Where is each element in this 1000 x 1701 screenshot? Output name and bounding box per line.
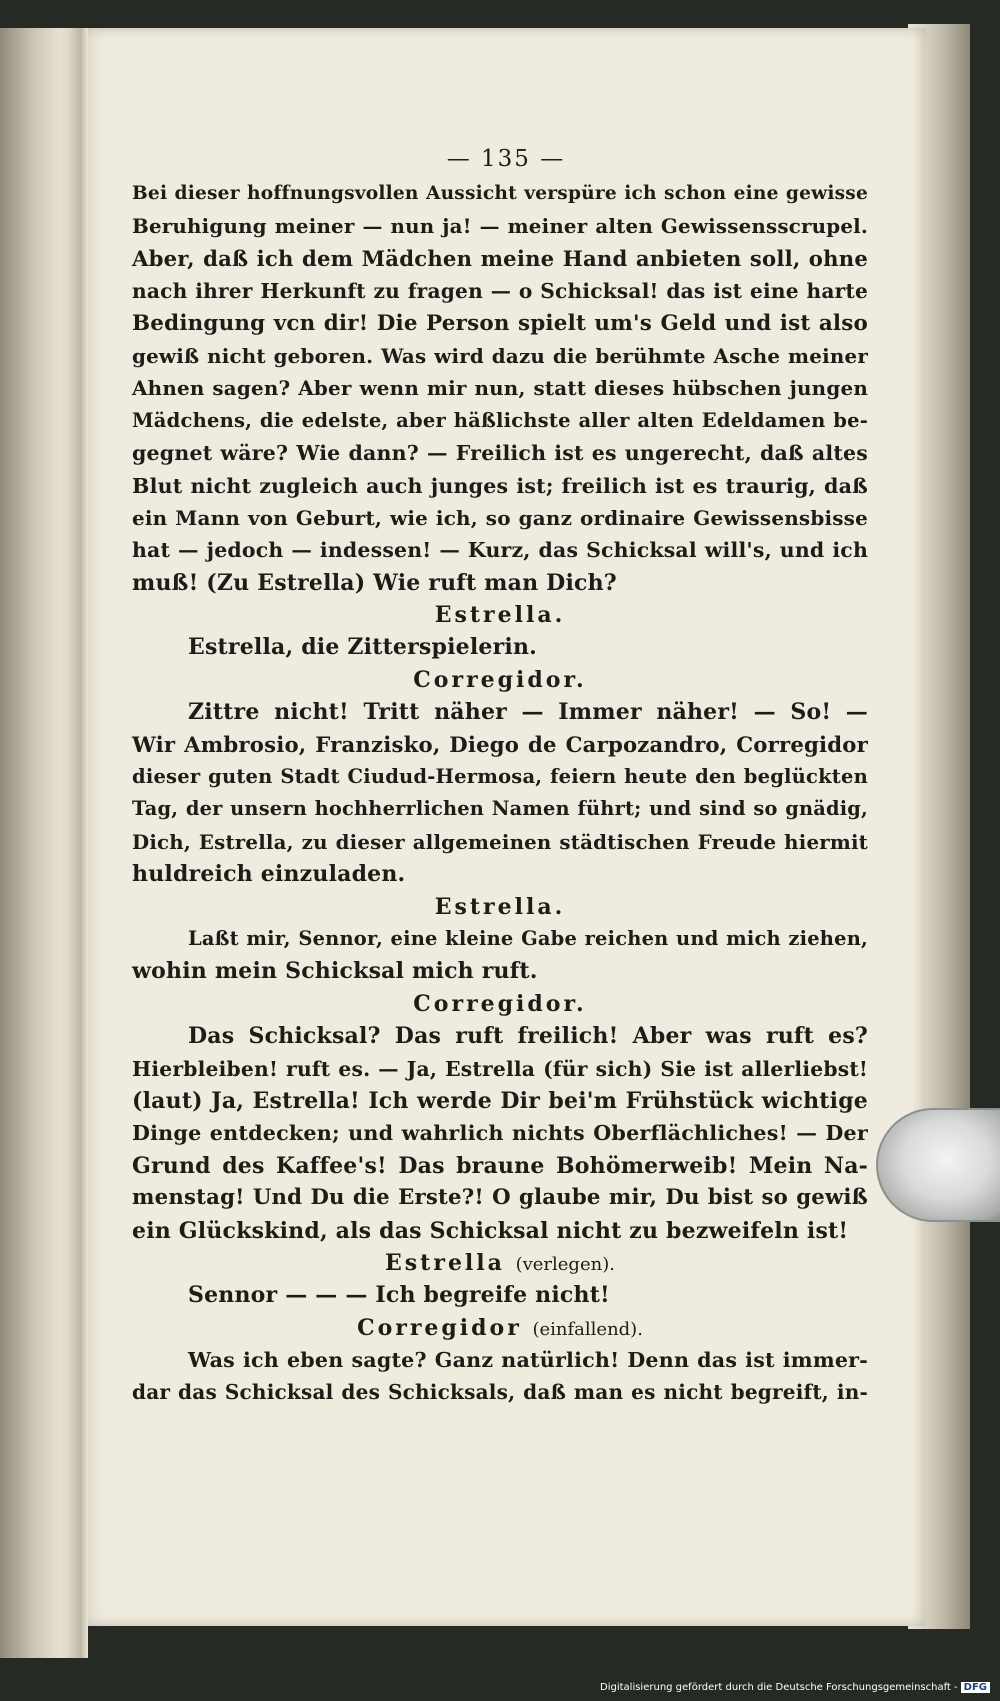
text-line: Blut nicht zugleich auch junges ist; freilich ist es traurig, daß xyxy=(132,473,868,498)
text-line: Aber, daß ich dem Mädchen meine Hand anbieten soll, ohne xyxy=(132,245,868,271)
speaker-name xyxy=(132,599,868,631)
speaker-label: Corregidor xyxy=(357,1314,522,1341)
speaker-label: Estrella xyxy=(385,1249,505,1276)
text-line: Bei dieser hoffnungsvollen Aussicht verspüre ich schon eine gewisse xyxy=(132,183,868,204)
text-line: Laßt mir, Sennor, eine kleine Gabe reichen und mich ziehen, xyxy=(188,926,868,950)
left-page-edge xyxy=(0,28,80,1658)
text-line: Dich, Estrella, zu dieser allgemeinen städtischen Freude hiermit xyxy=(132,829,868,854)
text-line: Wir Ambrosio, Franzisko, Diego de Carpozandro, Corregidor xyxy=(132,731,868,757)
text-line: Das Schicksal? Das ruft freilich! Aber was ruft es? xyxy=(188,1023,868,1050)
speaker-name xyxy=(132,988,868,1020)
text-line: wohin mein Schicksal mich ruft. xyxy=(132,958,538,985)
text-line: Was ich eben sagte? Ganz natürlich! Denn das ist immer- xyxy=(188,1348,868,1373)
speaker-label: Corregidor. xyxy=(413,990,587,1017)
text-line: Bedingung vcn dir! Die Person spielt um's Geld und ist also xyxy=(132,310,868,336)
speaker-name xyxy=(132,891,868,923)
speaker-label: Estrella. xyxy=(434,893,566,920)
text-line: muß! (Zu Estrella) Wie ruft man Dich? xyxy=(132,569,617,596)
text-line: (laut) Ja, Estrella! Ich werde Dir bei'm Frühstück wichtige xyxy=(132,1087,868,1114)
dfg-logo: DFG xyxy=(961,1682,990,1693)
text-line: Ahnen sagen? Aber wenn mir nun, statt dieses hübschen jungen xyxy=(132,376,868,401)
credit-text: Digitalisierung gefördert durch die Deutsche Forschungsgemeinschaft - xyxy=(600,1682,958,1693)
text-line: Grund des Kaffee's! Das braune Bohömerweib! Mein Na- xyxy=(132,1152,868,1179)
text-line: gegnet wäre? Wie dann? — Freilich ist es ungerecht, daß altes xyxy=(132,441,868,466)
text-line: dieser guten Stadt Ciudud-Hermosa, feiern heute den beglückten xyxy=(132,765,868,789)
page-number: — 135 — xyxy=(446,146,566,172)
text-line: Sennor — — — Ich begreife nicht! xyxy=(188,1282,610,1309)
text-line: menstag! Und Du die Erste?! O glaube mir, Du bist so gewiß xyxy=(132,1185,868,1211)
speaker-name xyxy=(132,1247,868,1279)
text-lines xyxy=(132,178,868,1409)
page-text xyxy=(132,140,868,1409)
text-line: huldreich einzuladen. xyxy=(132,861,406,888)
text-line: Dinge entdecken; und wahrlich nichts Oberflächliches! — Der xyxy=(132,1121,868,1146)
speaker-name xyxy=(132,664,868,696)
speaker-label: Estrella. xyxy=(434,602,566,629)
text-line: Tag, der unsern hochherrlichen Namen führt; und sind so gnädig, xyxy=(132,797,868,821)
book-gutter xyxy=(70,28,88,1658)
stage-direction: (verlegen). xyxy=(515,1253,615,1275)
stage-direction: (einfallend). xyxy=(532,1318,643,1340)
page-clip xyxy=(876,1108,1000,1222)
speaker-name xyxy=(132,1312,868,1344)
text-line: gewiß nicht geboren. Was wird dazu die berühmte Asche meiner xyxy=(132,343,868,368)
text-line: ein Mann von Geburt, wie ich, so ganz ordinaire Gewissensbisse xyxy=(132,505,868,530)
digitization-credit xyxy=(600,1682,990,1693)
text-line: Hierbleiben! ruft es. — Ja, Estrella (für sich) Sie ist allerliebst! xyxy=(132,1056,868,1081)
text-line: Mädchens, die edelste, aber häßlichste aller alten Edeldamen be- xyxy=(132,408,868,432)
text-line: ein Glückskind, als das Schicksal nicht zu bezweifeln ist! xyxy=(132,1217,849,1244)
text-line: dar das Schicksal des Schicksals, daß man es nicht begreift, in- xyxy=(132,1380,868,1405)
text-line: Estrella, die Zitterspielerin. xyxy=(188,634,537,661)
text-line: nach ihrer Herkunft zu fragen — o Schicksal! das ist eine harte xyxy=(132,279,868,304)
speaker-label: Corregidor. xyxy=(413,666,587,693)
text-line: Beruhigung meiner — nun ja! — meiner alten Gewissensscrupel. xyxy=(132,214,868,239)
text-line: hat — jedoch — indessen! — Kurz, das Schicksal will's, und ich xyxy=(132,538,868,563)
text-line: Zittre nicht! Tritt näher — Immer näher! — So! — xyxy=(188,699,868,726)
